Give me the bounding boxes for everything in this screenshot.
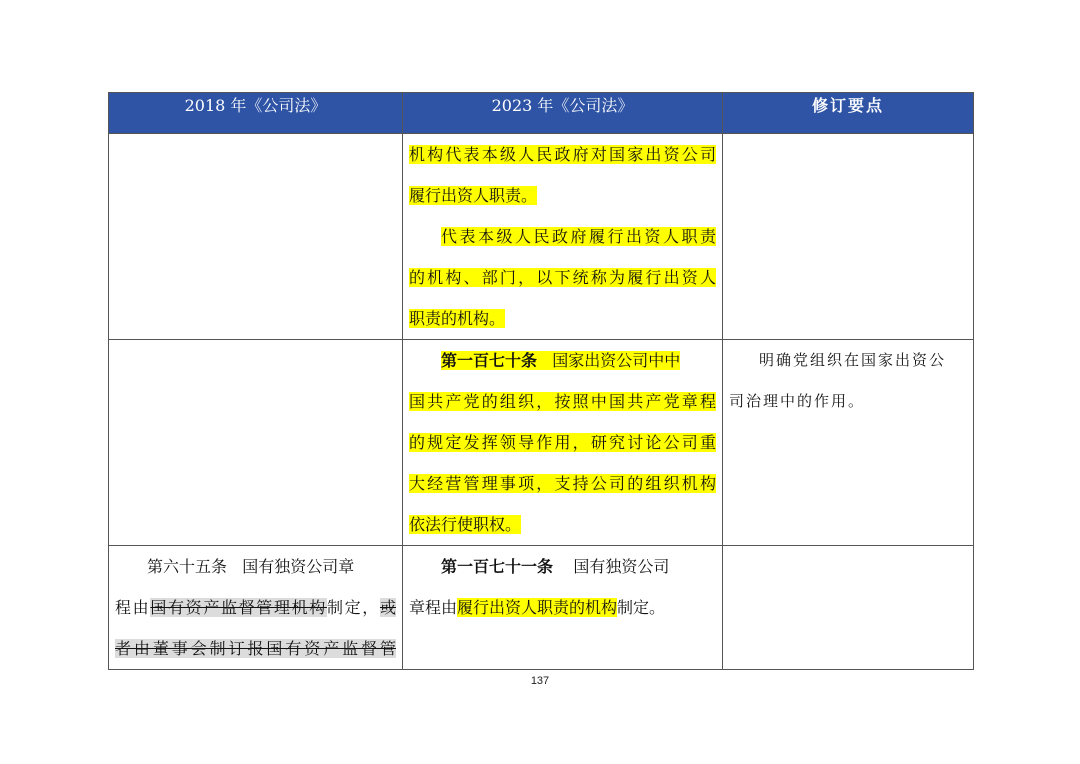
table-row <box>109 134 974 340</box>
article-number: 第一百七十一条 <box>441 557 554 576</box>
text-fragment: 程由 <box>115 598 151 617</box>
text-line: 机构代表本级人民政府对国家出资公司 <box>409 145 716 164</box>
header-2018: 2018 年《公司法》 <box>109 93 403 134</box>
text-line: 的规定发挥领导作用，研究讨论公司重 <box>409 433 716 452</box>
cell-2018 <box>109 134 403 340</box>
article-number: 第一百七十条 <box>441 351 538 370</box>
deleted-text: 者由董事会制订报国有资产监督管 <box>115 639 396 658</box>
comparison-table <box>108 92 974 670</box>
deleted-text: 或 <box>379 598 396 617</box>
table-header-row <box>109 93 974 134</box>
page-number: 137 <box>530 675 550 687</box>
text-line: 职责的机构。 <box>409 309 506 328</box>
table-row <box>109 340 974 546</box>
cell-revision <box>723 340 974 546</box>
text-line: 国有独资公司章 <box>242 557 355 576</box>
text-fragment: 制定。 <box>617 598 666 617</box>
highlighted-text: 履行出资人职责的机构 <box>457 598 618 617</box>
header-2023: 2023 年《公司法》 <box>403 93 723 134</box>
text-line: 依法行使职权。 <box>409 515 522 534</box>
table-row <box>109 546 974 670</box>
text-line: 国有独资公司 <box>573 557 670 576</box>
header-revision-points: 修订要点 <box>723 93 974 134</box>
cell-2023 <box>403 546 723 670</box>
cell-2018 <box>109 340 403 546</box>
text-line: 履行出资人职责。 <box>409 186 538 205</box>
cell-2018 <box>109 546 403 670</box>
text-line: 大经营管理事项，支持公司的组织机构 <box>409 474 716 493</box>
cell-2023 <box>403 134 723 340</box>
text-line: 的机构、部门，以下统称为履行出资人 <box>409 268 716 287</box>
text-line: 代表本级人民政府履行出资人职责 <box>441 227 716 246</box>
deleted-text: 国有资产监督管理机构 <box>150 598 327 617</box>
revision-note-line: 明确党组织在国家出资公 <box>759 351 947 369</box>
cell-2023 <box>403 340 723 546</box>
text-fragment: 章程由 <box>409 598 458 617</box>
text-line: 国家出资公司中中 <box>552 351 681 370</box>
text-fragment: 制定， <box>326 598 380 617</box>
text-line: 国共产党的组织，按照中国共产党章程 <box>409 392 716 411</box>
cell-revision <box>723 134 974 340</box>
article-number: 第六十五条 <box>147 557 228 576</box>
cell-revision <box>723 546 974 670</box>
revision-note-line: 司治理中的作用。 <box>729 392 866 410</box>
